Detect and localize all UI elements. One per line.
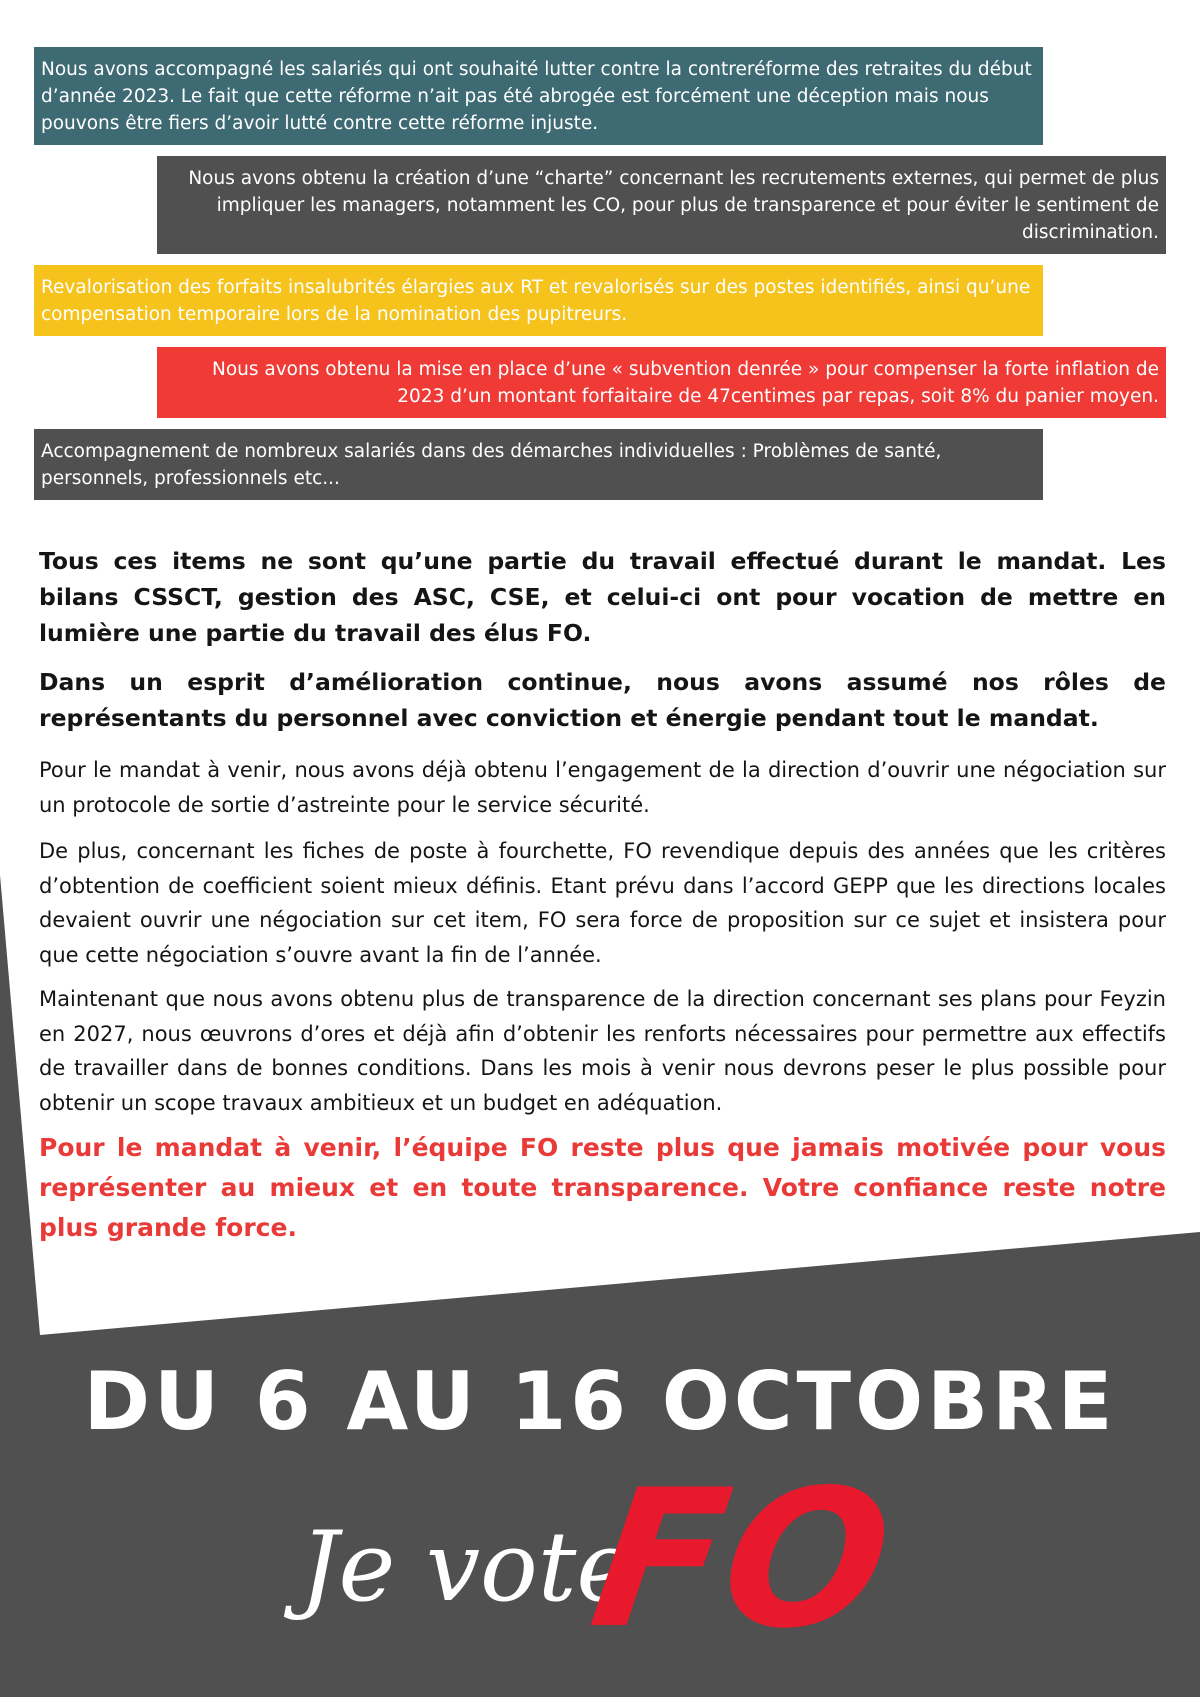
info-box-revalorisation: Revalorisation des forfaits insalubrités élargies aux RT et revalorisés sur des postes identifiés, ainsi qu’une compensation temporaire lors de la nomination des pupitreurs.: [34, 265, 1043, 336]
paragraph-astreinte: Pour le mandat à venir, nous avons déjà obtenu l’engagement de la direction d’ouvrir une négociation sur un protocole de sortie d’astreinte pour le service sécurité.: [39, 758, 1166, 817]
paragraph-fiches-poste: De plus, concernant les fiches de poste à fourchette, FO revendique depuis des années que les critères d’obtention de coefficient soient mieux définis. Etant prévu dans l’accord GEPP que les directions locales devaient ouvrir une négociation sur cet item, FO sera force de proposition sur ce sujet et insistera pour que cette négociation s’ouvre avant la fin de l’année.: [39, 839, 1166, 967]
info-box-retraites: Nous avons accompagné les salariés qui ont souhaité lutter contre la contreréforme des retraites du début d’année 2023. Le fait que cette réforme n’ait pas été abrogée est forcément une déception mais nous pouvons être fiers d’avoir lutté contre cette réforme injuste.: [34, 47, 1043, 145]
info-box-subvention: Nous avons obtenu la mise en place d’une « subvention denrée » pour compenser la forte inflation de 2023 d’un montant forfaitaire de 47centimes par repas, soit 8% du panier moyen.: [157, 347, 1166, 418]
paragraph-bilans: Tous ces items ne sont qu’une partie du travail effectué durant le mandat. Les bilans CSSCT, gestion des ASC, CSE, et celui-ci ont pour vocation de mettre en lumière une partie du travail des élus FO.: [39, 547, 1166, 647]
info-box-charte: Nous avons obtenu la création d’une “charte” concernant les recrutements externes, qui permet de plus impliquer les managers, notamment les CO, pour plus de transparence et pour éviter le sentiment de discrimination.: [157, 156, 1166, 254]
paragraph-feyzin: Maintenant que nous avons obtenu plus de transparence de la direction concernant ses plans pour Feyzin en 2027, nous œuvrons d’ores et déjà afin d’obtenir les renforts nécessaires pour permettre aux effectifs de travailler dans de bonnes conditions. Dans les mois à venir nous devrons peser le plus possible pour obtenir un scope travaux ambitieux et un budget en adéquation.: [39, 987, 1166, 1115]
je-vote-fo-logo: [280, 1449, 903, 1671]
election-dates: DU 6 AU 16 OCTOBRE: [83, 1355, 1117, 1448]
paragraph-amelioration: Dans un esprit d’amélioration continue, nous avons assumé nos rôles de représentants du personnel avec conviction et énergie pendant tout le mandat.: [39, 668, 1166, 732]
fo-brand: FO: [580, 1449, 903, 1671]
slogan-script: Je vote: [300, 1511, 634, 1623]
info-box-accompagnement: Accompagnement de nombreux salariés dans des démarches individuelles : Problèmes de santé, personnels, professionnels etc...: [34, 429, 1043, 500]
paragraph-conclusion: Pour le mandat à venir, l’équipe FO reste plus que jamais motivée pour vous représenter au mieux et en toute transparence. Votre confiance reste notre plus grande force.: [39, 1133, 1166, 1242]
